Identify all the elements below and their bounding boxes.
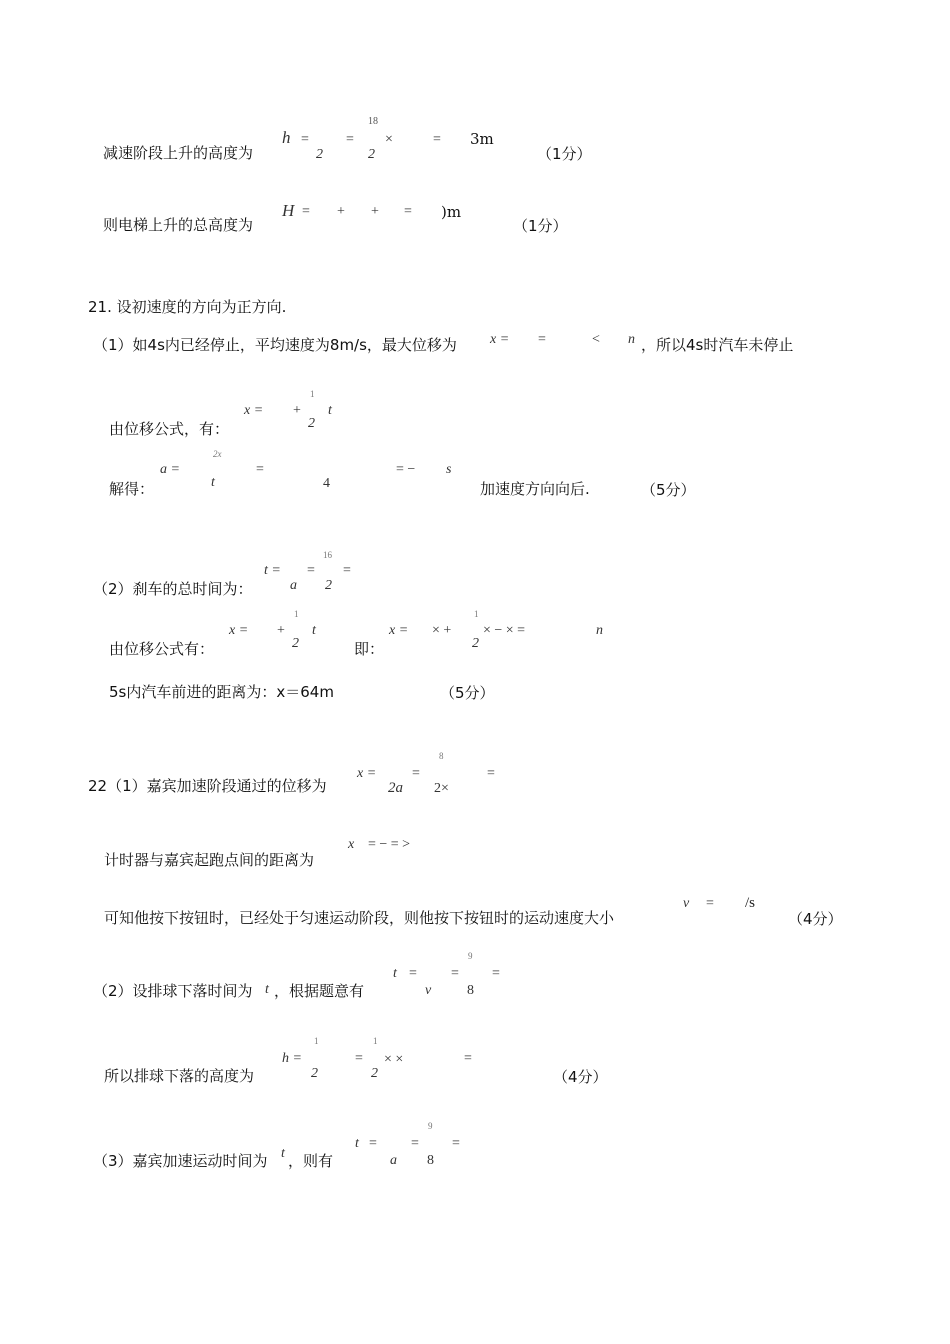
formula-denom: 8 — [427, 1153, 434, 1168]
score-label: （1分） — [513, 217, 568, 235]
formula-h: h — [282, 128, 291, 147]
formula-plus: + — [293, 403, 301, 418]
formula-eq: = — [487, 766, 495, 781]
formula-eq: = — [451, 966, 459, 981]
formula-x: x = — [357, 766, 377, 781]
formula-numer: 9 — [468, 951, 473, 961]
formula-t: t — [393, 966, 397, 981]
q22-part2-text: （2）设排球下落时间为 — [93, 982, 253, 1000]
formula-t: t — [312, 623, 316, 638]
formula-denom: a — [290, 578, 297, 593]
formula-s: s — [446, 462, 452, 477]
formula-n: n — [596, 623, 603, 638]
formula-times: × — [385, 132, 393, 147]
q21-namely: 即： — [354, 640, 385, 658]
formula-eq: = — [256, 462, 264, 477]
formula-numer: 16 — [323, 550, 332, 560]
formula-numer: 1 — [314, 1036, 319, 1046]
score-label: （4分） — [553, 1068, 608, 1086]
formula-t: t — [265, 982, 269, 997]
formula-unit: /s — [745, 895, 756, 911]
q22-then: ，则有 — [288, 1152, 334, 1170]
formula-x: x = — [389, 623, 409, 638]
formula-denom: v — [425, 983, 432, 998]
formula-denom: 2 — [325, 578, 332, 593]
formula-ops: × + — [432, 623, 452, 638]
formula-eq: = — [346, 132, 354, 147]
formula-plus: + — [337, 204, 345, 219]
formula-t: t — [355, 1136, 359, 1151]
formula-numer: 18 — [368, 116, 378, 127]
formula-eq: = — [412, 766, 420, 781]
formula-denom: 4 — [323, 476, 330, 491]
formula-ops: = − = > — [368, 837, 411, 852]
formula-eq: = — [492, 966, 500, 981]
q21-part2-text: （2）刹车的总时间为： — [93, 580, 253, 598]
formula-eq: = — [369, 1136, 377, 1151]
formula-denom: 2 — [316, 147, 323, 162]
formula-x: x — [348, 837, 355, 852]
formula-eq: = — [307, 563, 315, 578]
formula-eq: = — [433, 132, 441, 147]
formula-denom: 8 — [467, 983, 474, 998]
q21-accel-direction: 加速度方向向后. — [480, 480, 590, 498]
q21-part1-text: （1）如4s内已经停止，平均速度为8m/s，最大位移为 — [93, 336, 457, 354]
formula-eq: = — [464, 1051, 472, 1066]
q21-disp-formula-text: 由位移公式，有： — [109, 420, 230, 438]
text-total-height: 则电梯上升的总高度为 — [103, 216, 254, 234]
formula-eq: = — [452, 1136, 460, 1151]
formula-denom: 2 — [371, 1066, 378, 1081]
formula-numer: 1 — [294, 609, 299, 619]
formula-plus: + — [277, 623, 285, 638]
formula-denom: t — [211, 475, 215, 490]
formula-eq: = — [538, 332, 546, 347]
formula-numer: 1 — [310, 389, 315, 399]
q22-part3-text: （3）嘉宾加速运动时间为 — [93, 1152, 268, 1170]
formula-denom: 2× — [434, 781, 449, 796]
formula-x: x = — [490, 332, 510, 347]
formula-eq: = — [706, 896, 714, 911]
formula-eq: = − — [396, 462, 416, 477]
formula-numer: 2x — [213, 449, 222, 459]
formula-h: h = — [282, 1051, 302, 1066]
result-unit: 3m — [470, 130, 494, 148]
formula-lt: < — [592, 332, 600, 347]
formula-t: t — [281, 1146, 285, 1161]
q22-according: ，根据题意有 — [274, 982, 365, 1000]
formula-x: x = — [229, 623, 249, 638]
score-label: （5分） — [641, 481, 696, 499]
formula-numer: 1 — [474, 609, 479, 619]
formula-denom: 2 — [292, 636, 299, 651]
formula-eq: = — [355, 1051, 363, 1066]
formula-eq: = — [343, 563, 351, 578]
q21-part1-tail: ，所以4s时汽车未停止 — [641, 336, 794, 354]
result-unit: )m — [441, 203, 462, 221]
score-label: （4分） — [788, 910, 843, 928]
formula-denom: 2 — [368, 147, 375, 162]
formula-eq: = — [409, 966, 417, 981]
text-decel-height: 减速阶段上升的高度为 — [103, 144, 254, 162]
q22-distance-text: 计时器与嘉宾起跑点间的距离为 — [104, 851, 315, 869]
q21-disp-formula-text: 由位移公式有： — [109, 640, 215, 658]
formula-numer: 1 — [373, 1036, 378, 1046]
score-label: （1分） — [537, 145, 592, 163]
formula-v: v — [683, 896, 690, 911]
formula-denom: 2 — [308, 416, 315, 431]
formula-eq: = — [302, 204, 310, 219]
formula-denom: a — [390, 1153, 397, 1168]
q22-part1-text: 22（1）嘉宾加速阶段通过的位移为 — [88, 777, 327, 795]
formula-ops: × × — [384, 1052, 404, 1067]
formula-H: H — [282, 201, 295, 220]
formula-numer: 8 — [439, 751, 444, 761]
formula-denom: 2a — [388, 780, 403, 796]
q21-distance-result: 5s内汽车前进的距离为：x＝64m — [109, 683, 334, 701]
q21-title: 21. 设初速度的方向为正方向. — [88, 298, 287, 316]
formula-n: n — [628, 332, 635, 347]
q22-fall-height-text: 所以排球下落的高度为 — [104, 1067, 255, 1085]
formula-eq: = — [404, 204, 412, 219]
formula-plus: + — [371, 204, 379, 219]
formula-eq: = — [411, 1136, 419, 1151]
formula-ops: × − × = — [483, 623, 526, 638]
formula-denom: 2 — [472, 636, 479, 651]
formula-denom: 2 — [311, 1066, 318, 1081]
formula-t: t — [328, 403, 332, 418]
formula-x: x = — [244, 403, 264, 418]
q21-solve-text: 解得： — [109, 480, 155, 498]
formula-numer: 9 — [428, 1121, 433, 1131]
formula-eq: = — [301, 132, 309, 147]
formula-a: a = — [160, 462, 180, 477]
score-label: （5分） — [440, 684, 495, 702]
formula-t: t = — [264, 563, 281, 578]
q22-speed-text: 可知他按下按钮时，已经处于匀速运动阶段，则他按下按钮时的运动速度大小 — [104, 909, 615, 927]
